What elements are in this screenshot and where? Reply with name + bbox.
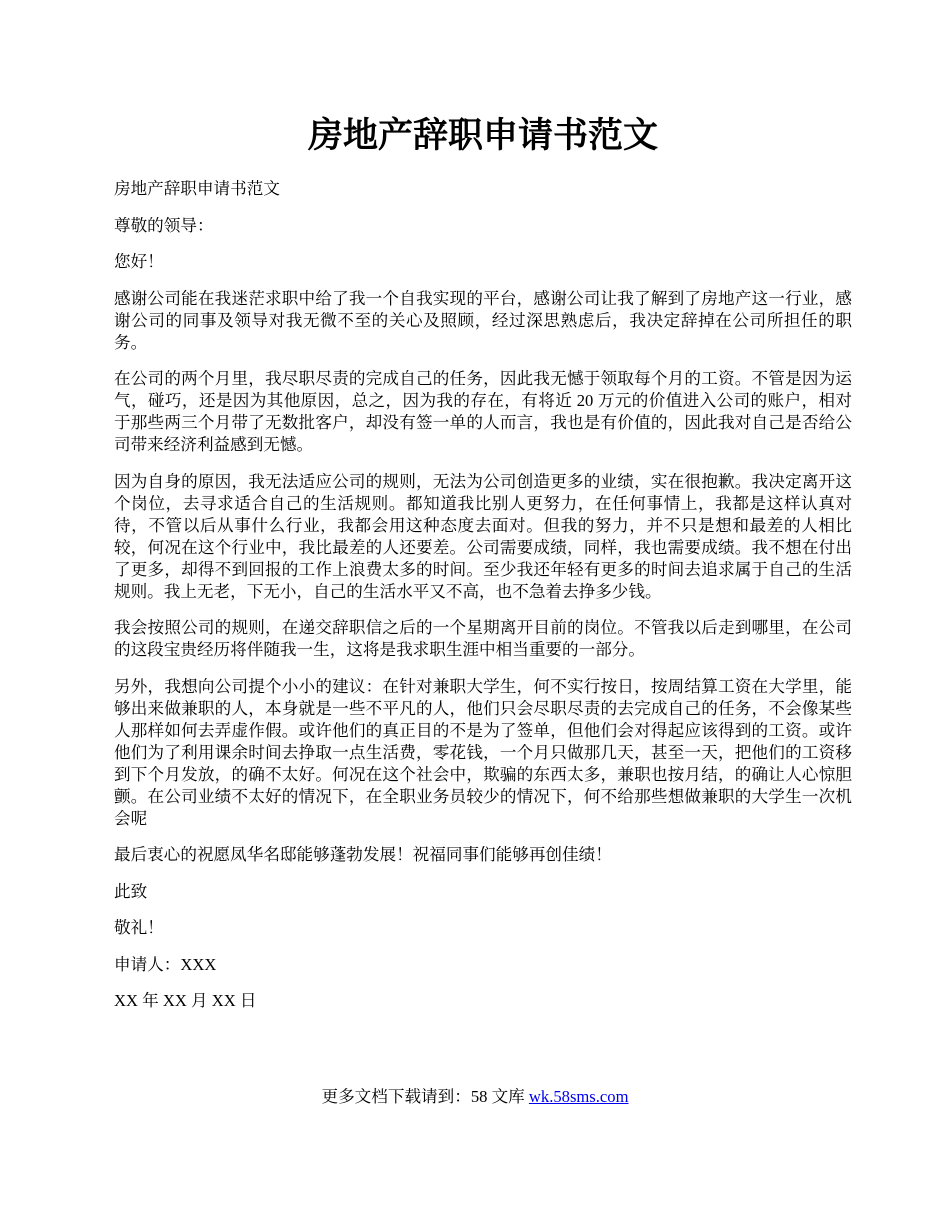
footer-site-link[interactable]: wk.58sms.com [528, 1087, 629, 1106]
body-paragraph-thanks: 感谢公司能在我迷茫求职中给了我一个自我实现的平台，感谢公司让我了解到了房地产这一行业，感谢公司的同事及领导对我无微不至的关心及照顾，经过深思熟虑后，我决定辞掉在公司所担任的职务。 [114, 288, 852, 352]
body-paragraph-leaving: 我会按照公司的规则，在递交辞职信之后的一个星期离开目前的岗位。不管我以后走到哪里，在公司的这段宝贵经历将伴随我一生，这将是我求职生涯中相当重要的一部分。 [114, 618, 852, 659]
footer-prefix-text: 更多文档下载请到：58 文库 [321, 1087, 529, 1106]
closing-paragraph: 此致 [114, 881, 148, 901]
body-paragraph-suggestion: 另外，我想向公司提个小小的建议：在针对兼职大学生，何不实行按日，按周结算工资在大学里，能够出来做兼职的人，本身就是一些不平凡的人，他们只会尽职尽责的去完成自己的任务，不会像某些人那样如何去弄虚作假。或许他们的真正目的不是为了签单，但他们会对得起应该得到的工资。或许他们为了利用课余时间去挣取一点生活费，零花钱，一个月只做那几天，甚至一天，把他们的工资移到下个月发放，的确不太好。何况在这个社会中，欺骗的东西太多，兼职也按月结，的确让人心惊胆颤。在公司业绩不太好的情况下，在全职业务员较少的情况下，何不给那些想做兼职的大学生一次机会呢 [114, 676, 852, 828]
download-footer [0, 1086, 950, 1108]
applicant-paragraph: 申请人：XXX [114, 954, 217, 974]
document-title: 房地产辞职申请书范文 [307, 116, 658, 155]
body-paragraph-two-months: 在公司的两个月里，我尽职尽责的完成自己的任务，因此我无憾于领取每个月的工资。不管是因为运气，碰巧，还是因为其他原因，总之，因为我的存在，有将近 20 万元的价值进入公司的账户，相对于那些两三个月带了无数批客户，却没有签一单的人而言，我也是有价值的，因此我对自己是否给公司带来经济利益感到无憾。 [114, 369, 852, 454]
body-paragraph-reasons: 因为自身的原因，我无法适应公司的规则，无法为公司创造更多的业绩，实在很抱歉。我决定离开这个岗位，去寻求适合自己的生活规则。都知道我比别人更努力，在任何事情上，我都是这样认真对待，不管以后从事什么行业，我都会用这种态度去面对。但我的努力，并不只是想和最差的人相比较，何况在这个行业中，我比最差的人还要差。公司需要成绩，同样，我也需要成绩。我不想在付出了更多，却得不到回报的工作上浪费太多的时间。至少我还年轻有更多的时间去追求属于自己的生活规则。我上无老，下无小，自己的生活水平又不高，也不急着去挣多少钱。 [114, 471, 852, 601]
regards-paragraph: 敬礼！ [114, 918, 164, 937]
salutation-paragraph: 尊敬的领导： [114, 215, 214, 235]
greeting-paragraph: 您好！ [114, 252, 164, 271]
body-paragraph-wishes: 最后衷心的祝愿凤华名邸能够蓬勃发展！祝福同事们能够再创佳绩！ [114, 845, 612, 864]
document-body [114, 178, 852, 1027]
date-paragraph: XX 年 XX 月 XX 日 [114, 991, 257, 1010]
subtitle-paragraph: 房地产辞职申请书范文 [114, 179, 280, 198]
